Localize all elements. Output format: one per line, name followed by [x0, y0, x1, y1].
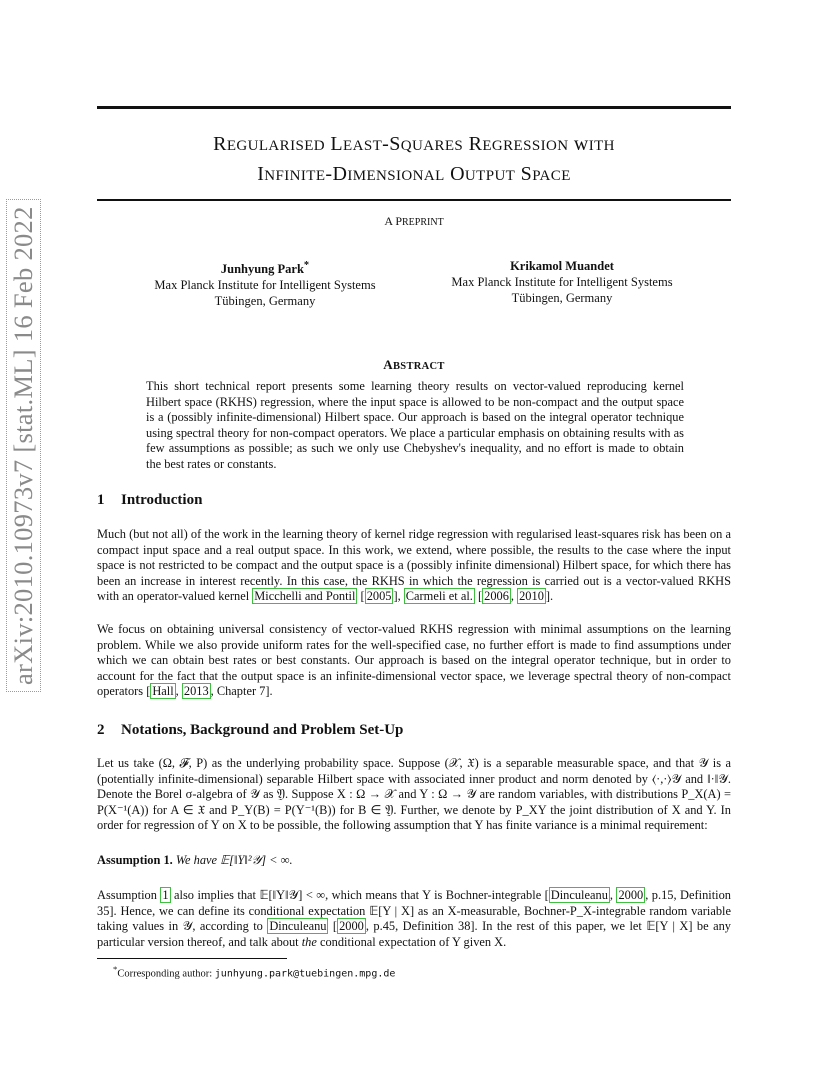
assumption-ref-link[interactable]: 1 — [162, 888, 169, 902]
intro-paragraph-2: We focus on obtaining universal consistency of vector-valued RKHS regression with minimal assumptions on the learning problem. While we also provide uniform rates for the well-specified case, no further effort is made to find assumptions under which we can obtain best rates or best constants. Our approach is based on the integral operator technique, but in order to account for the fact that the output space is an infinite-dimensional vector space, we leverage spectral theory of non-compact operators [ Hall , 2013 , Chapter 7]. — [97, 622, 731, 699]
author-location: Tübingen, Germany — [511, 291, 613, 305]
title-rule-bottom — [97, 199, 731, 201]
author-affiliation: Max Planck Institute for Intelligent Systems — [451, 275, 673, 289]
author-name: Krikamol Muandet — [510, 259, 614, 273]
author-location: Tübingen, Germany — [214, 294, 316, 309]
citation-link[interactable]: Carmeli et al. — [405, 589, 473, 604]
abstract-text: This short technical report presents some learning theory results on vector-valued reproducing kernel Hilbert space (RKHS) regression, where the input space is allowed to be non-compact and the output space is a (possibly infinite-dimensional) Hilbert space. Our approach is based on the integral operator technique using spectral theory for non-compact operators. We place a particular emphasis on obtaining results with as few assumptions as possible; as such we only use Chebyshev's inequality, and no effort is made to obtain the best rates or constants. — [146, 379, 684, 471]
citation-link[interactable]: Micchelli and Pontil — [254, 589, 356, 604]
email-link[interactable]: junhyung.park@tuebingen.mpg.de — [214, 968, 396, 980]
citation-link[interactable]: 2000 — [618, 888, 644, 902]
abstract-heading: ABSTRACT — [383, 357, 445, 372]
title-rule-top — [97, 106, 731, 109]
section-heading-introduction: 1 Introduction — [97, 492, 203, 508]
citation-link[interactable]: 2005 — [366, 589, 392, 604]
section-heading-notations: 2 Notations, Background and Problem Set-Up — [97, 722, 404, 738]
preprint-label: A PREPRINT — [384, 214, 444, 228]
arxiv-sidebar — [6, 206, 38, 693]
citation-link[interactable]: 2000 — [339, 919, 364, 934]
paper-title — [97, 130, 731, 190]
footnote: *Corresponding author: junhyung.park@tuebingen.mpg.de — [113, 964, 396, 980]
assumption-statement: We have 𝔼[‖Y‖²𝒴] < ∞. — [175, 853, 293, 867]
citation-link[interactable]: 2010 — [519, 589, 544, 604]
footnote-rule — [97, 958, 287, 959]
intro-paragraph-1: Much (but not all) of the work in the learning theory of kernel ridge regression with regularised least-squares risk has been on a compact input space and a real output space. In this work, we extend, where possible, the results to the case where the input space is not restricted to be compact and the output space is a (possibly infinite dimensional) Hilbert space, for which there has been an increase in interest recently. In this case, the RKHS in which the regression is carried out is a vector-valued RKHS with an operator-valued kernel Micchelli and Pontil [ 2005 ], Carmeli et al. [ 2006 , 2010 ]. — [97, 527, 731, 604]
author-name: Junhyung Park* — [220, 260, 310, 277]
citation-link[interactable]: Dinculeanu — [269, 919, 327, 934]
author-block-1 — [115, 258, 415, 309]
paper-title-line-1: REGULARISED LEAST-SQUARES REGRESSION wITH — [213, 133, 615, 155]
citation-link[interactable]: 2013 — [183, 684, 209, 699]
citation-link[interactable]: 2006 — [484, 589, 509, 604]
paper-title-line-2: INFINITE-DIMENSIONAL OUTPUT SPACE — [257, 163, 571, 185]
setup-paragraph-1: Let us take (Ω, 𝓕, P) as the underlying probability space. Suppose (𝒳, 𝔛) is a separable measurable space, and that 𝒴 is a (potentially infinite-dimensional) separable Hilbert space with associated inner product and norm denoted by ⟨·,·⟩𝒴 and ‖·‖𝒴. Denote the Borel σ-algebra of 𝒴 as 𝔜. Suppose X : Ω → 𝒳 and Y : Ω → 𝒴 are random variables, with distributions P_X(A) = P(X⁻¹(A)) for A ∈ 𝔛 and P_Y(B) = P(Y⁻¹(B)) for B ∈ 𝔜. Further, we denote by P_XY the joint distribution of X and Y. In order for regression of Y on X to be possible, the following assumption that Y has finite variance is a minimal requirement: — [97, 756, 731, 833]
setup-paragraph-2: Assumption 1 also implies that 𝔼[‖Y‖𝒴] < ∞, which means that Y is Bochner-integrable [ Dinculeanu , 2000 , p.15, Definition 35]. Hence, we can define its conditional expectation 𝔼[Y | X] as an X-measurable, Bochner-P_X-integrable random variable taking values in 𝒴, according to Dinculeanu [ 2000 , p.45, Definition 38]. In the rest of this paper, we let 𝔼[Y | X] be any particular version thereof, and talk about the conditional expectation of Y given X. — [97, 888, 731, 949]
citation-link[interactable]: Hall — [152, 684, 174, 699]
citation-link[interactable]: Dinculeanu — [550, 888, 608, 902]
author-block-2 — [412, 258, 712, 306]
assumption-1 — [97, 852, 293, 868]
assumption-label: Assumption 1. — [97, 853, 173, 867]
author-affiliation: Max Planck Institute for Intelligent Systems — [154, 278, 376, 293]
arxiv-identifier[interactable]: arXiv:2010.10973v7 [stat.ML] 16 Feb 2022 — [6, 199, 41, 692]
